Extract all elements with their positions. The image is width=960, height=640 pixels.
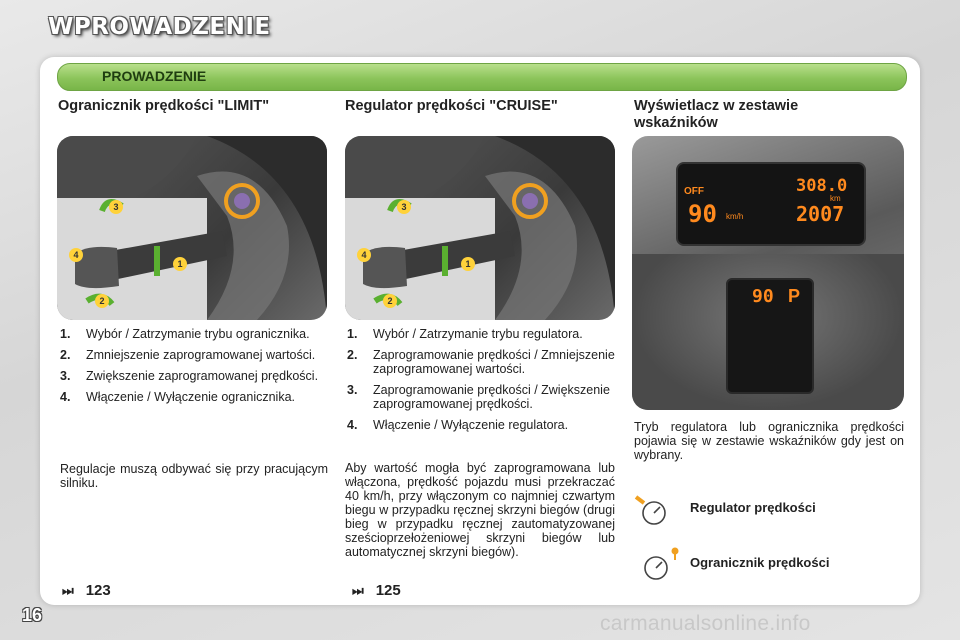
limit-control-photo bbox=[57, 136, 327, 320]
limit-page-ref[interactable]: ⏭ 123 bbox=[62, 582, 111, 599]
cruise-control-photo bbox=[345, 136, 615, 320]
display-heading: Wyświetlacz w zestawie wskaźników bbox=[634, 98, 799, 131]
legend-limiter-label: Ogranicznik prędkości bbox=[690, 555, 830, 570]
page-title: WPROWADZENIE bbox=[48, 14, 271, 40]
marker-4: 4 bbox=[357, 248, 371, 262]
section-band-label: PROWADZENIE bbox=[102, 68, 207, 84]
page-number: 16 bbox=[22, 605, 43, 625]
limit-heading: Ogranicznik prędkości "LIMIT" bbox=[58, 98, 270, 114]
legend-cruise-label: Regulator prędkości bbox=[690, 500, 816, 515]
cruise-note: Aby wartość mogła być zaprogramowana lub włączona, prędkość pojazdu musi przekraczać 40 km/h, przy włączonym co najmniej czwartym biegu w przypadku ręcznej skrzyni biegów (drugi bieg w przypadku ręcznej zautomatyzowanej sześcioprzełożeniowej skrzyni biegów lub automatycznej skrzyni biegów). bbox=[345, 461, 615, 559]
lcd-odometer-unit: km bbox=[830, 194, 841, 203]
lcd-speed: 90 bbox=[688, 200, 717, 228]
marker-1: 1 bbox=[173, 257, 187, 271]
marker-2: 2 bbox=[383, 294, 397, 308]
cruise-page-ref[interactable]: ⏭ 125 bbox=[352, 582, 401, 599]
speed-limiter-icon bbox=[638, 544, 682, 584]
lcd-off-label: OFF bbox=[684, 186, 704, 197]
page-link-arrow-icon: ⏭ bbox=[352, 583, 364, 598]
marker-4: 4 bbox=[69, 248, 83, 262]
cruise-steps-list bbox=[347, 327, 615, 439]
list-item: 2. Zmniejszenie zaprogramowanej wartości. bbox=[60, 348, 316, 362]
marker-1: 1 bbox=[461, 257, 475, 271]
cruise-control-icon bbox=[632, 491, 672, 529]
steering-control-illustration bbox=[345, 136, 615, 320]
instrument-cluster-photo bbox=[632, 136, 904, 410]
list-item: 3. Zwiększenie zaprogramowanej prędkości. bbox=[60, 369, 319, 383]
limit-note: Regulacje muszą odbywać się przy pracującym silniku. bbox=[60, 462, 328, 490]
display-note: Tryb regulatora lub ogranicznika prędkości pojawia się w zestawie wskaźników gdy jest on wybrany. bbox=[634, 420, 904, 462]
watermark: carmanualsonline.info bbox=[600, 612, 811, 635]
secondary-mode: P bbox=[788, 286, 801, 306]
list-item: 1. Wybór / Zatrzymanie trybu regulatora. bbox=[347, 327, 583, 341]
marker-3: 3 bbox=[109, 200, 123, 214]
list-item: 4. Włączenie / Wyłączenie regulatora. bbox=[347, 418, 569, 432]
list-item: 3. Zaprogramowanie prędkości / Zwiększenie zaprogramowanej prędkości. bbox=[347, 383, 610, 411]
lcd-speed-unit: km/h bbox=[726, 212, 744, 221]
cruise-heading: Regulator prędkości "CRUISE" bbox=[345, 98, 558, 114]
page-link-arrow-icon: ⏭ bbox=[62, 583, 74, 598]
marker-3: 3 bbox=[397, 200, 411, 214]
limit-steps-list bbox=[60, 327, 330, 411]
list-item: 4. Włączenie / Wyłączenie ogranicznika. bbox=[60, 390, 296, 404]
marker-2: 2 bbox=[95, 294, 109, 308]
list-item: 2. Zaprogramowanie prędkości / Zmniejszenie zaprogramowanej wartości. bbox=[347, 348, 615, 376]
secondary-speed: 90 bbox=[752, 286, 774, 307]
lcd-odometer-bottom: 2007 bbox=[796, 202, 845, 226]
list-item: 1. Wybór / Zatrzymanie trybu ogranicznika. bbox=[60, 327, 310, 341]
steering-control-illustration bbox=[57, 136, 327, 320]
lcd-odometer-top: 308.0 bbox=[796, 176, 848, 196]
